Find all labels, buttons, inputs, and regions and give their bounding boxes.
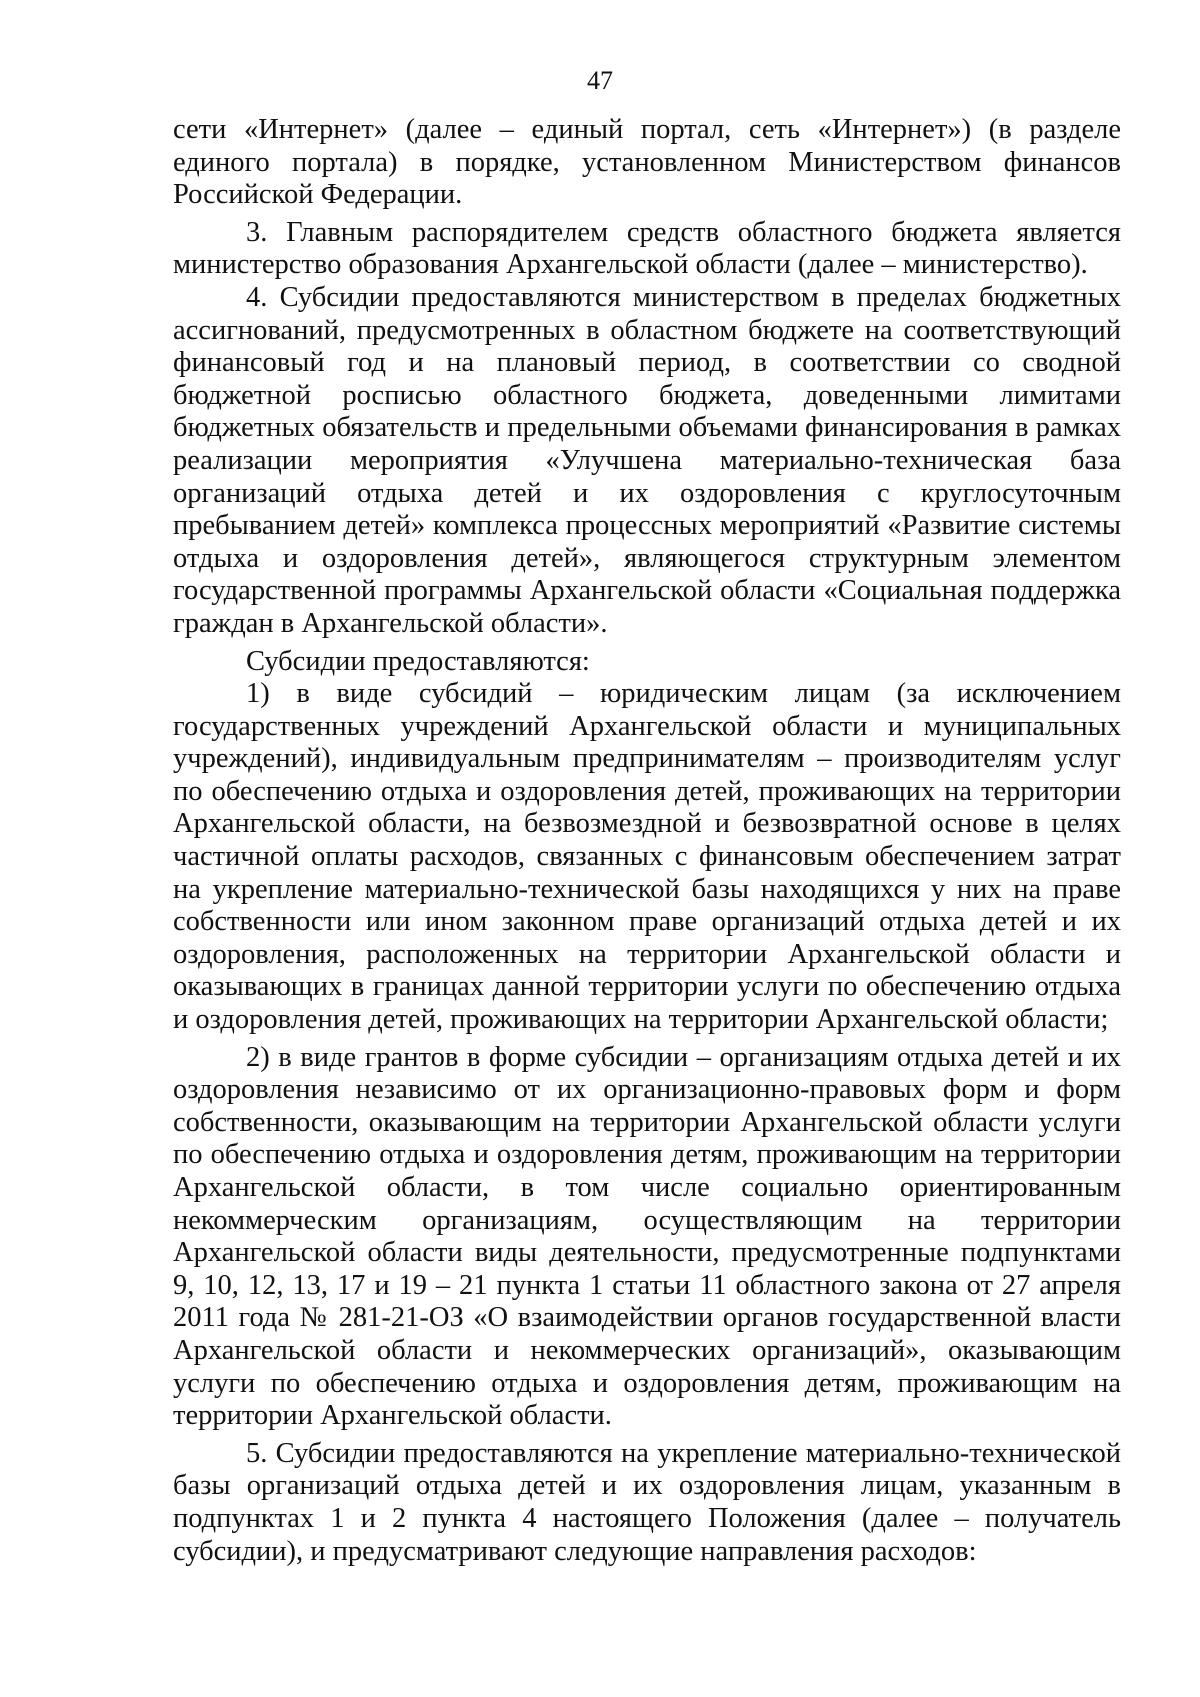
page-number: 47 xyxy=(587,66,613,95)
paragraph-subitem-2: 2) в виде грантов в форме субсидии – организациям отдыха детей и их оздоровления независимо от их организационно-правовых форм и форм собственности, оказывающим на территории Архангельской области услуги по обеспечению отдыха и оздоровления детям, проживающим на территории Архангельской области, в том числе социально ориентированным некоммерческим организациям, осуществляющим на территории Архангельской области виды деятельности, предусмотренные подпунктами 9, 10, 12, 13, 17 и 19 – 21 пункта 1 статьи 11 областного закона от 27 апреля 2011 года № 281-21-ОЗ «О взаимодействии органов государственной власти Архангельской области и некоммерческих организаций», оказывающим услуги по обеспечению отдыха и оздоровления детям, проживающим на территории Архангельской области. xyxy=(173,1041,1121,1432)
paragraph-intro-continuation: сети «Интернет» (далее – единый портал, сеть «Интернет») (в разделе единого портала) в порядке, установленном Министерством финансов Российской Федерации. xyxy=(173,114,1121,211)
document-body xyxy=(173,114,1121,1568)
paragraph-item-3: 3. Главным распорядителем средств областного бюджета является министерство образования Архангельской области (далее – министерство). xyxy=(173,216,1121,281)
paragraph-item-4: 4. Субсидии предоставляются министерством в пределах бюджетных ассигнований, предусмотренных в областном бюджете на соответствующий финансовый год и на плановый период, в соответствии со сводной бюджетной росписью областного бюджета, доведенными лимитами бюджетных обязательств и предельными объемами финансирования в рамках реализации мероприятия «Улучшена материально-техническая база организаций отдыха детей и их оздоровления с круглосуточным пребыванием детей» комплекса процессных мероприятий «Развитие системы отдыха и оздоровления детей», являющегося структурным элементом государственной программы Архангельской области «Социальная поддержка граждан в Архангельской области». xyxy=(173,281,1121,639)
paragraph-subsidies-provided: Субсидии предоставляются: xyxy=(246,645,590,677)
paragraph-item-5: 5. Субсидии предоставляются на укрепление материально-технической базы организаций отдыха детей и их оздоровления лицам, указанным в подпунктах 1 и 2 пункта 4 настоящего Положения (далее – получатель субсидии), и предусматривают следующие направления расходов: xyxy=(173,1437,1121,1567)
paragraph-subitem-1: 1) в виде субсидий – юридическим лицам (за исключением государственных учреждений Архангельской области и муниципальных учреждений), индивидуальным предпринимателям – производителям услуг по обеспечению отдыха и оздоровления детей, проживающих на территории Архангельской области, на безвозмездной и безвозвратной основе в целях частичной оплаты расходов, связанных с финансовым обеспечением затрат на укрепление материально-технической базы находящихся у них на праве собственности или ином законном праве организаций отдыха детей и их оздоровления, расположенных на территории Архангельской области и оказывающих в границах данной территории услуги по обеспечению отдыха и оздоровления детей, проживающих на территории Архангельской области; xyxy=(173,678,1121,1036)
